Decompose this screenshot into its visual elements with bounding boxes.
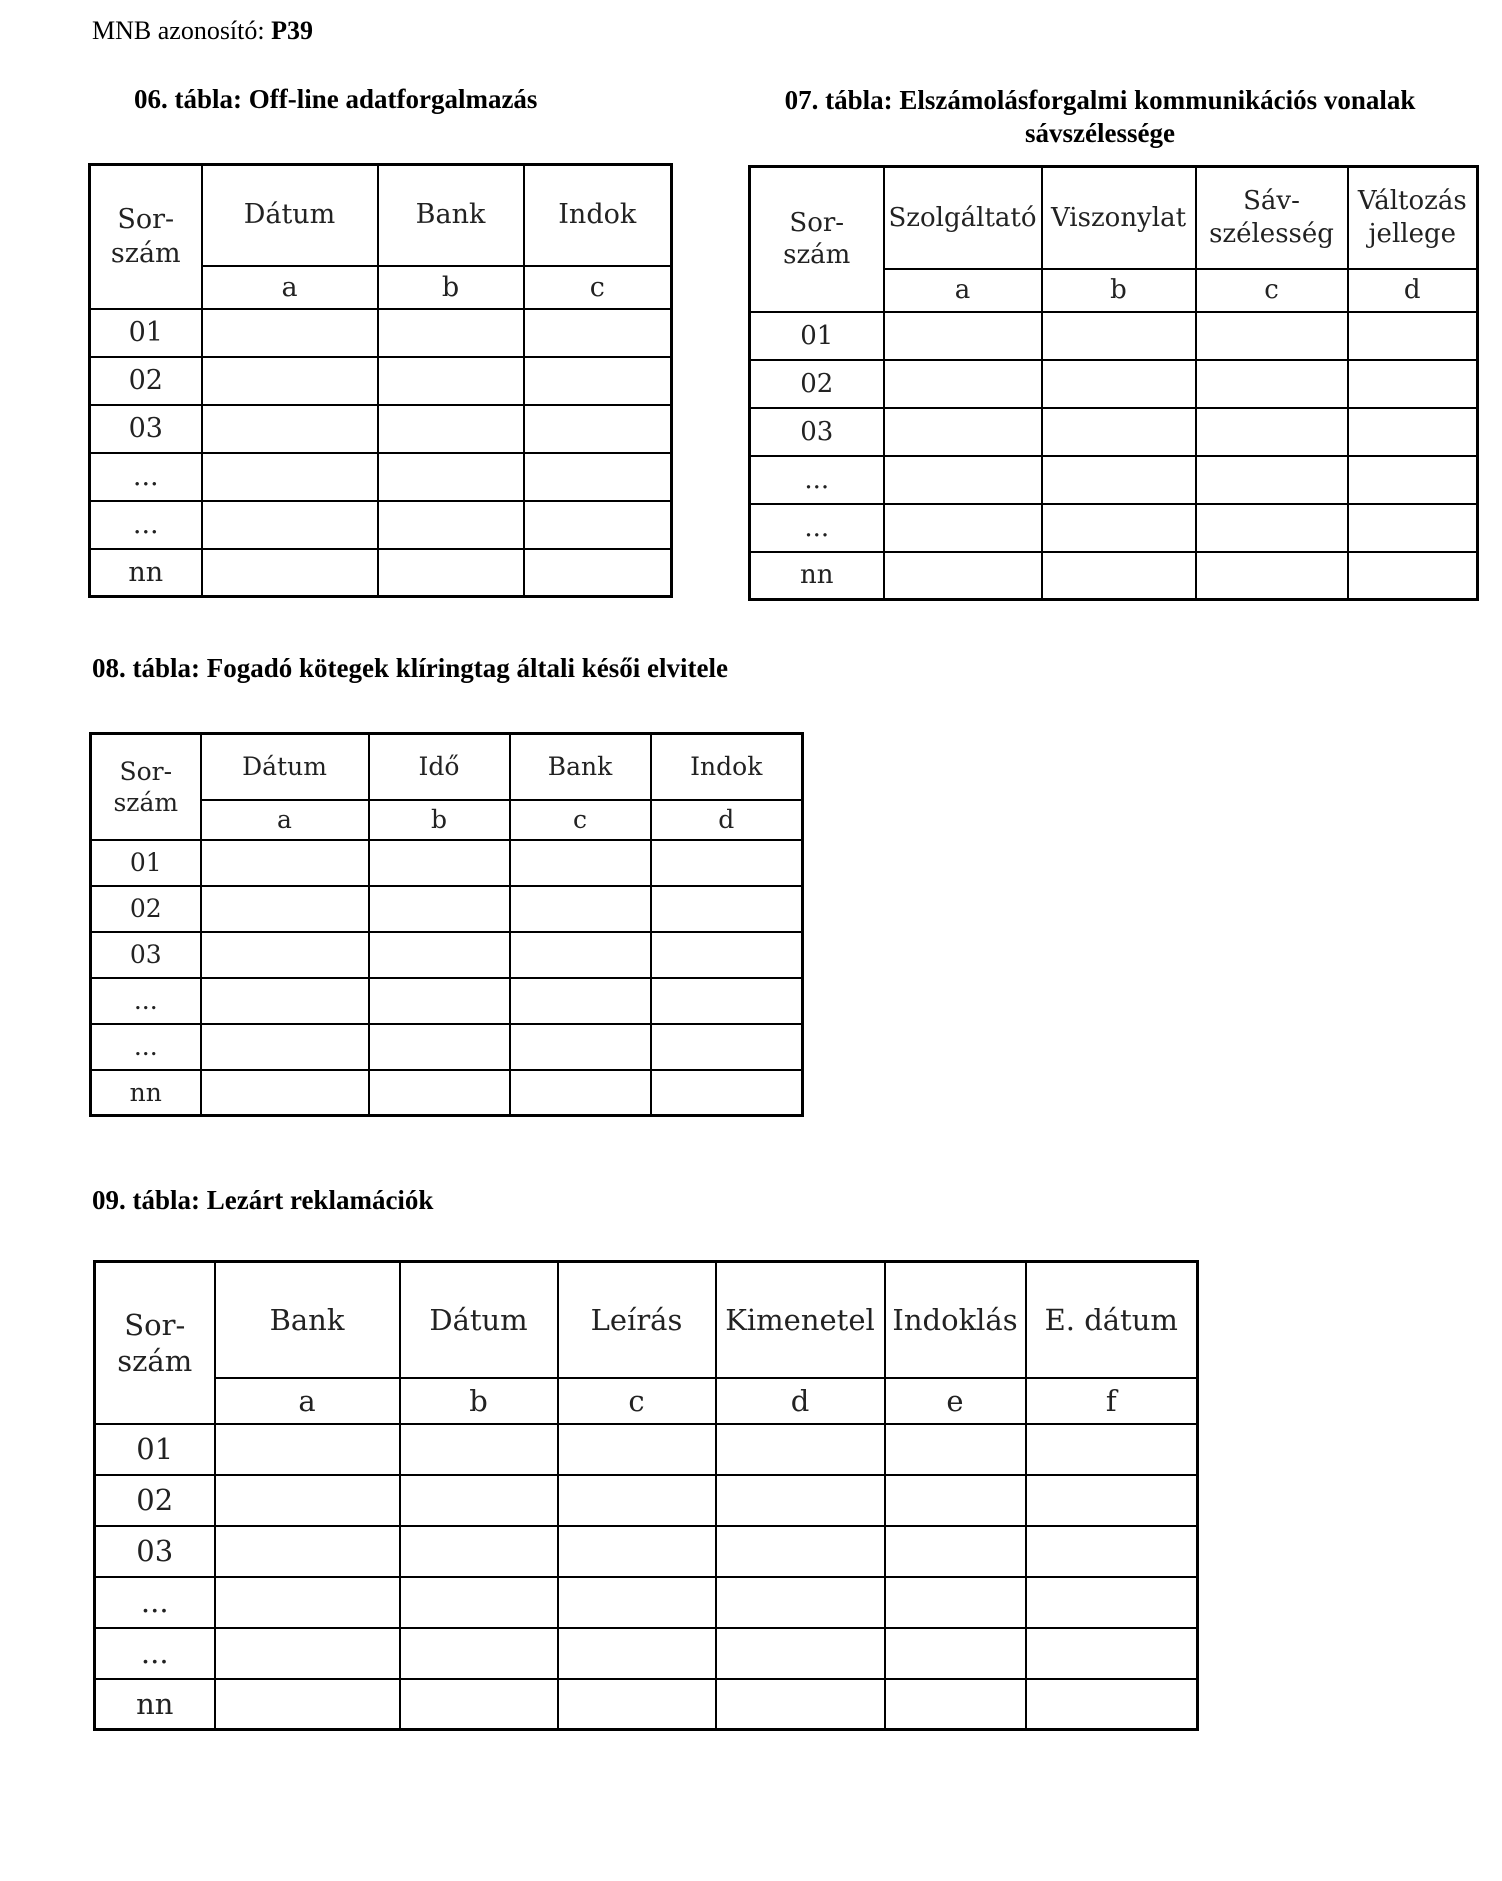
table-row — [750, 408, 1478, 456]
empty-cell[interactable] — [378, 309, 524, 357]
empty-cell[interactable] — [884, 312, 1042, 360]
empty-cell[interactable] — [716, 1628, 885, 1679]
row-number: ... — [750, 504, 884, 552]
empty-cell[interactable] — [558, 1526, 716, 1577]
empty-cell[interactable] — [1196, 456, 1348, 504]
table-row — [95, 1424, 1198, 1475]
column-letter: b — [1042, 269, 1196, 312]
empty-cell[interactable] — [884, 456, 1042, 504]
column-header: Indoklás — [885, 1262, 1026, 1378]
column-letter: a — [215, 1378, 400, 1424]
column-header: Változás jellege — [1348, 167, 1478, 269]
column-header: Viszonylat — [1042, 167, 1196, 269]
empty-cell[interactable] — [1042, 408, 1196, 456]
row-number: 02 — [91, 886, 201, 932]
empty-cell[interactable] — [884, 360, 1042, 408]
empty-cell[interactable] — [201, 932, 369, 978]
empty-cell[interactable] — [524, 501, 672, 549]
row-number-header: Sor- szám — [95, 1262, 215, 1424]
row-number: ... — [95, 1628, 215, 1679]
empty-cell[interactable] — [1196, 360, 1348, 408]
empty-cell[interactable] — [1026, 1679, 1198, 1730]
table-row — [91, 840, 803, 886]
column-header: Dátum — [400, 1262, 558, 1378]
empty-cell[interactable] — [378, 405, 524, 453]
empty-cell[interactable] — [885, 1577, 1026, 1628]
row-number-header: Sor- szám — [91, 734, 201, 840]
empty-cell[interactable] — [1196, 504, 1348, 552]
empty-cell[interactable] — [1348, 360, 1478, 408]
table-row — [90, 549, 672, 597]
empty-cell[interactable] — [524, 405, 672, 453]
empty-cell[interactable] — [716, 1577, 885, 1628]
row-number-header: Sor- szám — [90, 165, 202, 309]
empty-cell[interactable] — [369, 1024, 510, 1070]
row-number: 03 — [95, 1526, 215, 1577]
empty-cell[interactable] — [369, 886, 510, 932]
empty-cell[interactable] — [1348, 312, 1478, 360]
empty-cell[interactable] — [202, 309, 378, 357]
empty-cell[interactable] — [1042, 552, 1196, 600]
empty-cell[interactable] — [651, 1024, 803, 1070]
empty-cell[interactable] — [1196, 552, 1348, 600]
table-row — [750, 456, 1478, 504]
header-row — [95, 1262, 1198, 1378]
column-header: Dátum — [202, 165, 378, 266]
empty-cell[interactable] — [400, 1679, 558, 1730]
table-row — [90, 405, 672, 453]
mnb-identifier-prefix: MNB azonosító: — [92, 16, 272, 45]
column-letter: b — [369, 800, 510, 840]
empty-cell[interactable] — [524, 549, 672, 597]
column-letter-row — [95, 1378, 1198, 1424]
header-row — [91, 734, 803, 800]
row-number: 03 — [750, 408, 884, 456]
row-number: ... — [91, 978, 201, 1024]
empty-cell[interactable] — [215, 1424, 400, 1475]
column-header: Indok — [524, 165, 672, 266]
column-header: Kimenetel — [716, 1262, 885, 1378]
empty-cell[interactable] — [884, 408, 1042, 456]
empty-cell[interactable] — [1026, 1424, 1198, 1475]
empty-cell[interactable] — [885, 1628, 1026, 1679]
empty-cell[interactable] — [524, 453, 672, 501]
table-row — [90, 501, 672, 549]
empty-cell[interactable] — [885, 1424, 1026, 1475]
column-header: Szolgáltató — [884, 167, 1042, 269]
table-row — [91, 1024, 803, 1070]
empty-cell[interactable] — [1026, 1628, 1198, 1679]
table-07-title: 07. tábla: Elszámolásforgalmi kommunikációs vonalak sávszélessége — [784, 85, 1416, 148]
empty-cell[interactable] — [1348, 552, 1478, 600]
empty-cell[interactable] — [378, 549, 524, 597]
row-number: 03 — [90, 405, 202, 453]
empty-cell[interactable] — [651, 978, 803, 1024]
column-letter: c — [510, 800, 651, 840]
row-number: ... — [91, 1024, 201, 1070]
empty-cell[interactable] — [885, 1679, 1026, 1730]
table-row — [91, 978, 803, 1024]
empty-cell[interactable] — [716, 1679, 885, 1730]
table-row — [750, 360, 1478, 408]
empty-cell[interactable] — [369, 840, 510, 886]
empty-cell[interactable] — [201, 1070, 369, 1116]
empty-cell[interactable] — [201, 978, 369, 1024]
empty-cell[interactable] — [1026, 1577, 1198, 1628]
table-row — [91, 886, 803, 932]
empty-cell[interactable] — [1026, 1526, 1198, 1577]
empty-cell[interactable] — [369, 1070, 510, 1116]
table-08-title: 08. tábla: Fogadó kötegek klíringtag általi késői elvitele — [92, 653, 728, 683]
empty-cell[interactable] — [651, 932, 803, 978]
empty-cell[interactable] — [400, 1526, 558, 1577]
table-07 — [748, 165, 1479, 601]
empty-cell[interactable] — [558, 1424, 716, 1475]
empty-cell[interactable] — [201, 886, 369, 932]
empty-cell[interactable] — [400, 1628, 558, 1679]
empty-cell[interactable] — [558, 1628, 716, 1679]
row-number: 01 — [750, 312, 884, 360]
empty-cell[interactable] — [1348, 456, 1478, 504]
table-row — [95, 1628, 1198, 1679]
empty-cell[interactable] — [202, 357, 378, 405]
empty-cell[interactable] — [885, 1475, 1026, 1526]
empty-cell[interactable] — [400, 1424, 558, 1475]
table-row — [90, 453, 672, 501]
empty-cell[interactable] — [1196, 408, 1348, 456]
row-number: nn — [91, 1070, 201, 1116]
empty-cell[interactable] — [1042, 312, 1196, 360]
empty-cell[interactable] — [1196, 312, 1348, 360]
empty-cell[interactable] — [716, 1424, 885, 1475]
empty-cell[interactable] — [369, 932, 510, 978]
empty-cell[interactable] — [369, 978, 510, 1024]
empty-cell[interactable] — [716, 1475, 885, 1526]
table-08 — [89, 732, 804, 1117]
column-letter: c — [524, 266, 672, 309]
empty-cell[interactable] — [558, 1679, 716, 1730]
table-row — [95, 1475, 1198, 1526]
column-letter: d — [1348, 269, 1478, 312]
column-header: Sáv- szélesség — [1196, 167, 1348, 269]
row-number: ... — [95, 1577, 215, 1628]
empty-cell[interactable] — [400, 1475, 558, 1526]
table-row — [95, 1526, 1198, 1577]
empty-cell[interactable] — [378, 357, 524, 405]
column-letter: d — [651, 800, 803, 840]
row-number: ... — [750, 456, 884, 504]
empty-cell[interactable] — [510, 1024, 651, 1070]
column-header: Bank — [215, 1262, 400, 1378]
empty-cell[interactable] — [202, 549, 378, 597]
empty-cell[interactable] — [716, 1526, 885, 1577]
empty-cell[interactable] — [510, 886, 651, 932]
column-letter: b — [400, 1378, 558, 1424]
row-number: ... — [90, 453, 202, 501]
column-header: E. dátum — [1026, 1262, 1198, 1378]
table-row — [750, 312, 1478, 360]
empty-cell[interactable] — [215, 1628, 400, 1679]
empty-cell[interactable] — [510, 978, 651, 1024]
column-letter: f — [1026, 1378, 1198, 1424]
table-row — [750, 504, 1478, 552]
empty-cell[interactable] — [1042, 456, 1196, 504]
empty-cell[interactable] — [524, 357, 672, 405]
empty-cell[interactable] — [202, 501, 378, 549]
table-row — [91, 1070, 803, 1116]
empty-cell[interactable] — [378, 453, 524, 501]
row-number: nn — [95, 1679, 215, 1730]
empty-cell[interactable] — [510, 1070, 651, 1116]
table-09-title: 09. tábla: Lezárt reklamációk — [92, 1185, 434, 1215]
empty-cell[interactable] — [1348, 504, 1478, 552]
empty-cell[interactable] — [524, 309, 672, 357]
empty-cell[interactable] — [510, 840, 651, 886]
table-06 — [88, 163, 673, 598]
column-header: Leírás — [558, 1262, 716, 1378]
empty-cell[interactable] — [885, 1526, 1026, 1577]
empty-cell[interactable] — [1042, 360, 1196, 408]
table-row — [95, 1679, 1198, 1730]
empty-cell[interactable] — [400, 1577, 558, 1628]
column-header: Bank — [510, 734, 651, 800]
mnb-identifier — [92, 16, 313, 46]
header-row — [750, 167, 1478, 269]
empty-cell[interactable] — [215, 1475, 400, 1526]
row-number: 02 — [90, 357, 202, 405]
row-number-header: Sor- szám — [750, 167, 884, 312]
empty-cell[interactable] — [215, 1679, 400, 1730]
table-row — [95, 1577, 1198, 1628]
empty-cell[interactable] — [201, 840, 369, 886]
row-number: 01 — [95, 1424, 215, 1475]
column-letter: a — [202, 266, 378, 309]
empty-cell[interactable] — [1042, 504, 1196, 552]
row-number: nn — [90, 549, 202, 597]
row-number: 03 — [91, 932, 201, 978]
empty-cell[interactable] — [215, 1526, 400, 1577]
column-letter: a — [884, 269, 1042, 312]
table-row — [90, 357, 672, 405]
column-letter: c — [1196, 269, 1348, 312]
mnb-identifier-code: P39 — [271, 16, 313, 45]
empty-cell[interactable] — [1026, 1475, 1198, 1526]
empty-cell[interactable] — [215, 1577, 400, 1628]
column-letter: b — [378, 266, 524, 309]
row-number: nn — [750, 552, 884, 600]
row-number: 02 — [95, 1475, 215, 1526]
empty-cell[interactable] — [884, 504, 1042, 552]
column-header: Dátum — [201, 734, 369, 800]
column-letter: a — [201, 800, 369, 840]
row-number: 01 — [90, 309, 202, 357]
empty-cell[interactable] — [884, 552, 1042, 600]
table-row — [90, 309, 672, 357]
table-06-title: 06. tábla: Off-line adatforgalmazás — [134, 84, 538, 114]
column-letter: d — [716, 1378, 885, 1424]
table-row — [91, 932, 803, 978]
row-number: 02 — [750, 360, 884, 408]
empty-cell[interactable] — [378, 501, 524, 549]
column-letter: e — [885, 1378, 1026, 1424]
column-header: Bank — [378, 165, 524, 266]
empty-cell[interactable] — [1348, 408, 1478, 456]
empty-cell[interactable] — [651, 886, 803, 932]
empty-cell[interactable] — [558, 1577, 716, 1628]
empty-cell[interactable] — [201, 1024, 369, 1070]
empty-cell[interactable] — [202, 453, 378, 501]
row-number: ... — [90, 501, 202, 549]
column-header: Idő — [369, 734, 510, 800]
empty-cell[interactable] — [510, 932, 651, 978]
table-row — [750, 552, 1478, 600]
empty-cell[interactable] — [651, 1070, 803, 1116]
empty-cell[interactable] — [558, 1475, 716, 1526]
row-number: 01 — [91, 840, 201, 886]
empty-cell[interactable] — [202, 405, 378, 453]
header-row — [90, 165, 672, 266]
column-letter: c — [558, 1378, 716, 1424]
table-09 — [93, 1260, 1199, 1731]
empty-cell[interactable] — [651, 840, 803, 886]
column-header: Indok — [651, 734, 803, 800]
